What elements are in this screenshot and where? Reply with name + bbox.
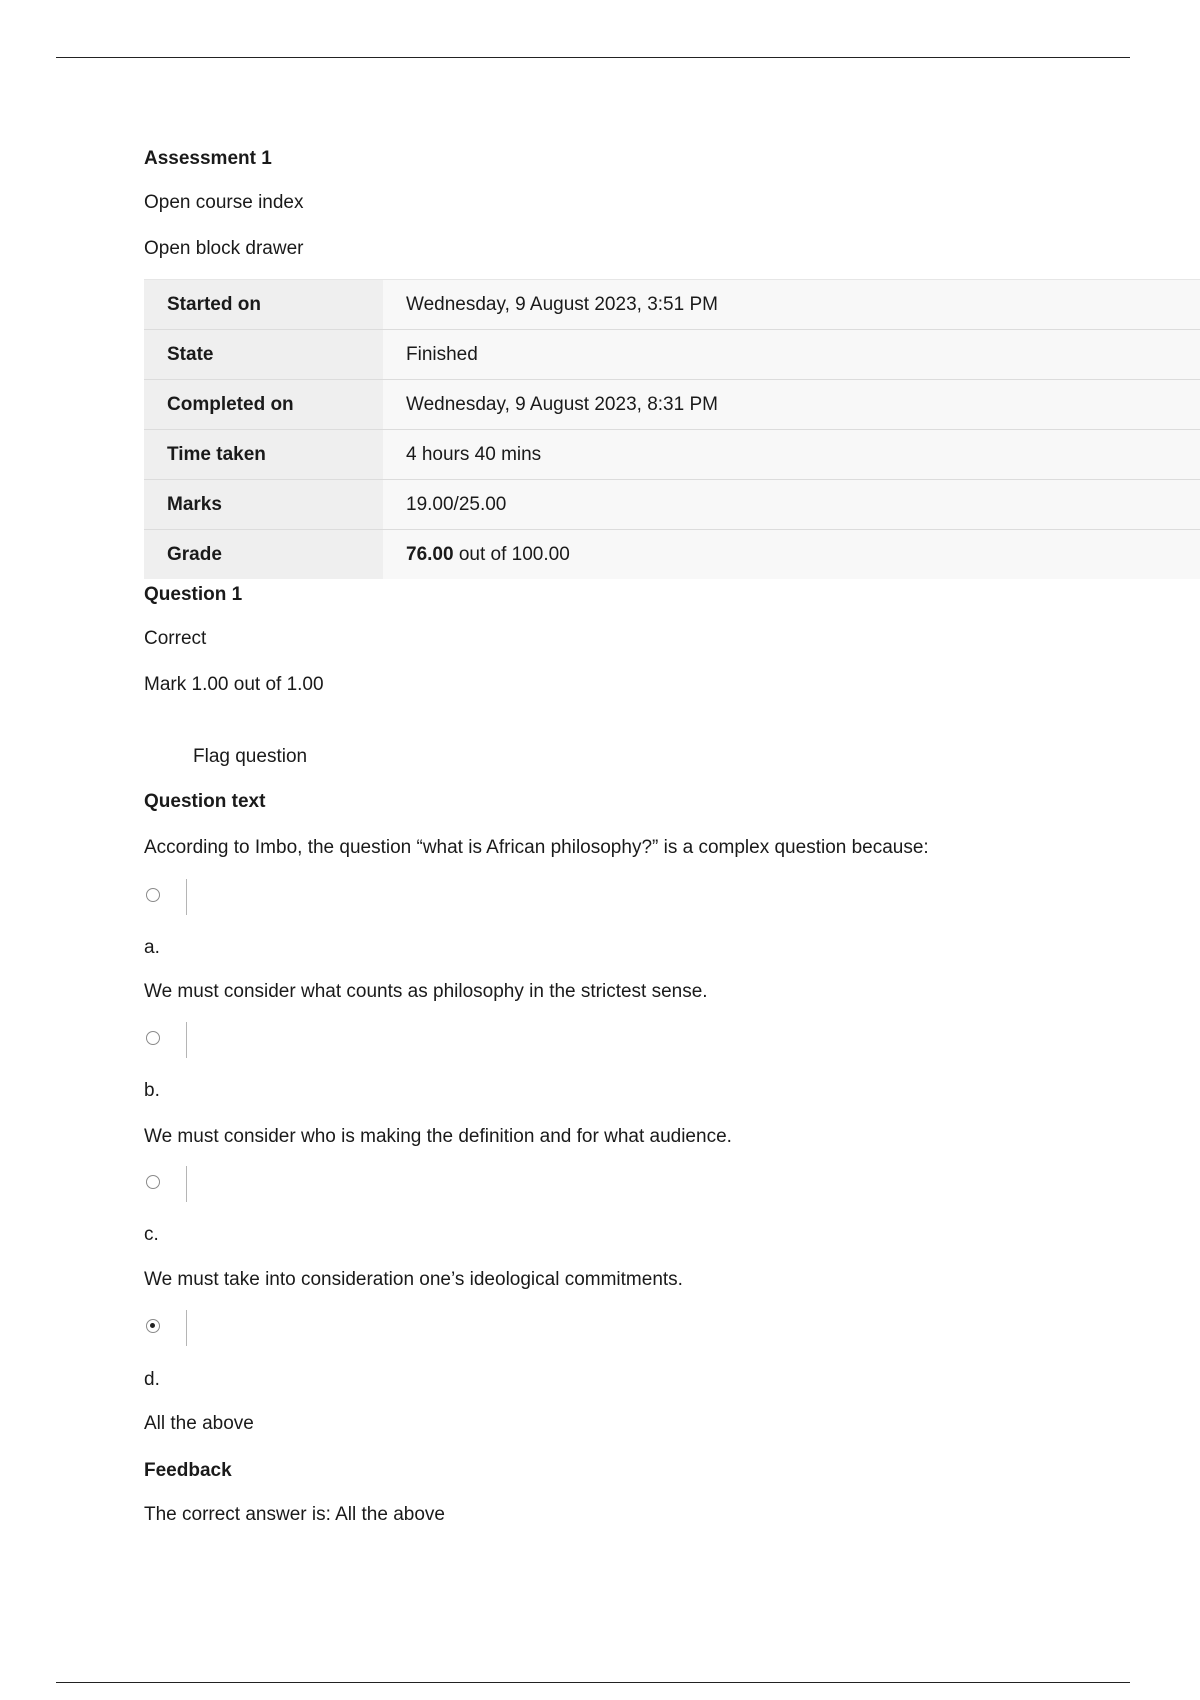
summary-row	[144, 430, 1200, 480]
radio-separator	[186, 1022, 187, 1058]
summary-label: Started on	[144, 280, 383, 330]
summary-label: State	[144, 330, 383, 380]
summary-row	[144, 280, 1200, 330]
summary-row	[144, 380, 1200, 430]
option-a-text[interactable]: We must consider what counts as philosophy in the strictest sense.	[144, 981, 708, 1002]
summary-row	[144, 480, 1200, 530]
option-c-text[interactable]: We must take into consideration one’s ideological commitments.	[144, 1269, 683, 1290]
feedback-heading: Feedback	[144, 1460, 232, 1481]
radio-separator	[186, 879, 187, 915]
option-b-text[interactable]: We must consider who is making the definition and for what audience.	[144, 1126, 732, 1147]
open-course-index-link[interactable]: Open course index	[144, 192, 304, 213]
option-a-letter: a.	[144, 937, 160, 958]
grade-value	[383, 530, 1200, 580]
option-d-letter: d.	[144, 1369, 160, 1390]
question-mark: Mark 1.00 out of 1.00	[144, 674, 324, 695]
open-block-drawer-link[interactable]: Open block drawer	[144, 238, 304, 259]
question-text-heading: Question text	[144, 791, 266, 812]
question-text: According to Imbo, the question “what is African philosophy?” is a complex question because:	[144, 837, 929, 858]
radio-separator	[186, 1166, 187, 1202]
grade-out-of: out of 100.00	[453, 543, 570, 565]
option-d-text[interactable]: All the above	[144, 1413, 254, 1434]
summary-value: 4 hours 40 mins	[383, 430, 1200, 480]
top-rule	[56, 57, 1130, 58]
radio-separator	[186, 1310, 187, 1346]
summary-label: Grade	[144, 530, 383, 580]
option-a-radio[interactable]	[146, 888, 160, 902]
summary-row	[144, 330, 1200, 380]
summary-label: Time taken	[144, 430, 383, 480]
question-status: Correct	[144, 628, 207, 649]
option-c-letter: c.	[144, 1224, 159, 1245]
bottom-rule	[56, 1682, 1130, 1683]
option-d-radio-selected[interactable]	[146, 1319, 160, 1333]
summary-label: Completed on	[144, 380, 383, 430]
attempt-summary-table	[144, 279, 1200, 579]
question-heading: Question 1	[144, 584, 243, 605]
summary-value: Wednesday, 9 August 2023, 8:31 PM	[383, 380, 1200, 430]
option-c-radio[interactable]	[146, 1175, 160, 1189]
summary-row	[144, 530, 1200, 580]
summary-value: 19.00/25.00	[383, 480, 1200, 530]
summary-value: Wednesday, 9 August 2023, 3:51 PM	[383, 280, 1200, 330]
grade-score: 76.00	[406, 543, 454, 565]
flag-question-button[interactable]: Flag question	[193, 746, 308, 767]
option-b-letter: b.	[144, 1080, 160, 1101]
feedback-text: The correct answer is: All the above	[144, 1504, 445, 1525]
page-title: Assessment 1	[144, 148, 272, 169]
summary-value: Finished	[383, 330, 1200, 380]
option-b-radio[interactable]	[146, 1031, 160, 1045]
summary-label: Marks	[144, 480, 383, 530]
